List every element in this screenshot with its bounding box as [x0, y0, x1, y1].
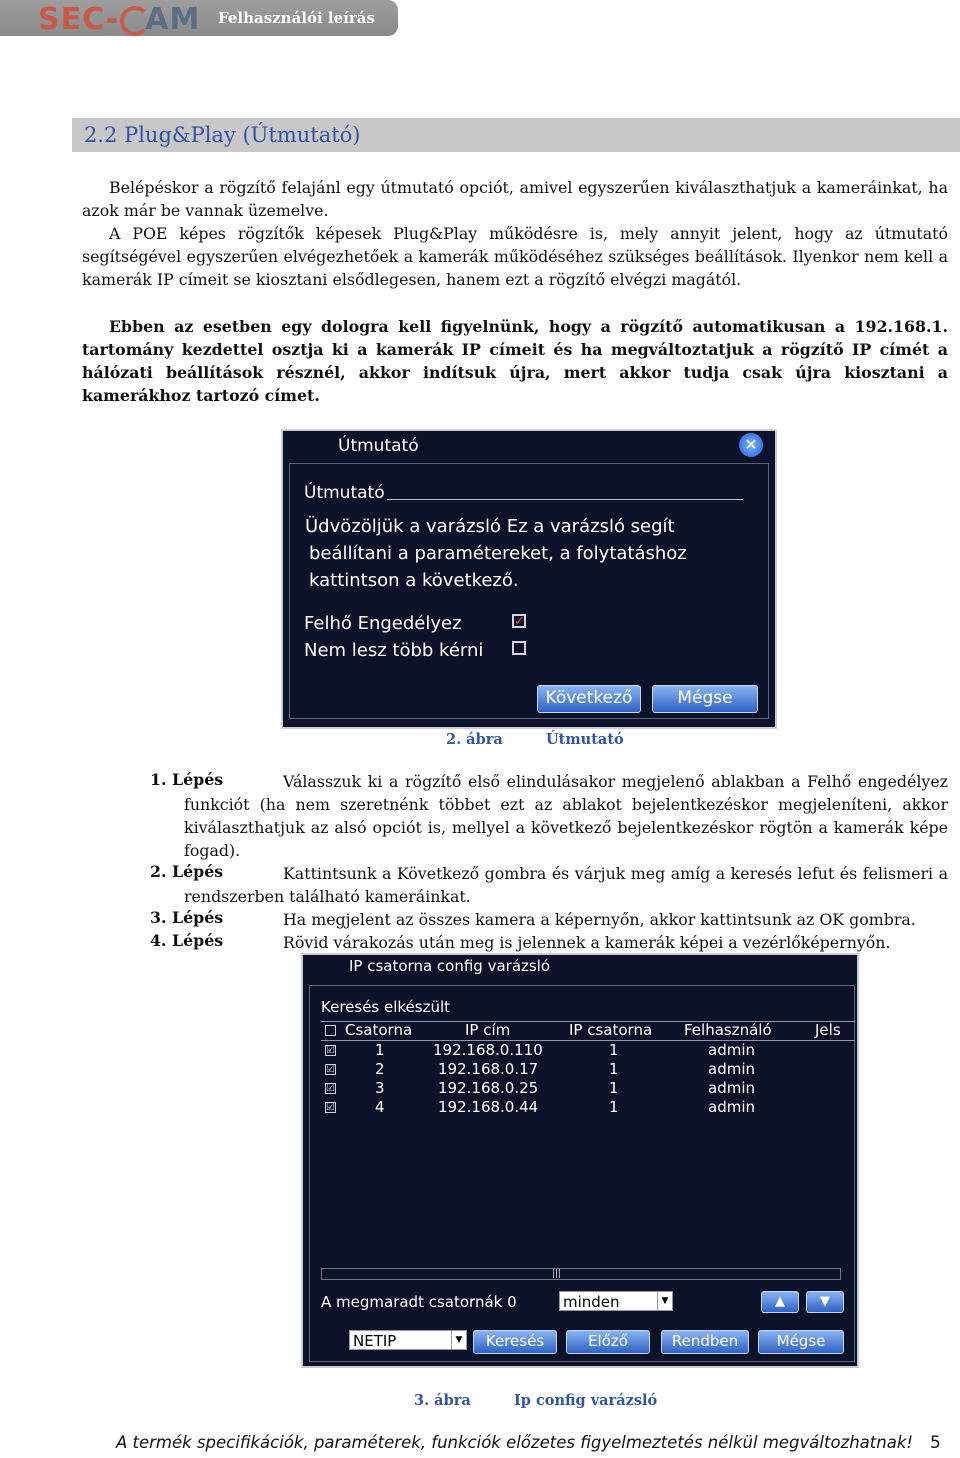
search-button[interactable]: Keresés	[473, 1330, 557, 1354]
logo-c-icon	[120, 6, 150, 36]
search-result-label: Keresés elkészült	[321, 998, 451, 1016]
cloud-enable-checkbox[interactable]: ✓	[514, 614, 525, 629]
column-header-ip-channel[interactable]: IP csatorna	[569, 1021, 653, 1039]
wizard-heading: Útmutató	[304, 483, 385, 503]
filter-select[interactable]	[559, 1291, 673, 1311]
section-title: 2.2 Plug&Play (Útmutató)	[84, 123, 361, 147]
table-cell: 1	[609, 1079, 619, 1097]
table-cell: admin	[708, 1060, 755, 1078]
table-cell: 192.168.0.44	[438, 1098, 539, 1116]
no-more-checkbox[interactable]	[512, 641, 526, 655]
previous-button[interactable]: Előző	[566, 1330, 650, 1354]
table-cell: 1	[609, 1060, 619, 1078]
figure2-number: 2. ábra	[446, 731, 503, 748]
logo-text-right: AM	[145, 2, 201, 37]
table-cell: 192.168.0.110	[433, 1041, 543, 1059]
figure2-caption: Útmutató	[546, 731, 624, 748]
divider	[387, 499, 743, 500]
step4-text: Rövid várakozás után meg is jelennek a kamerák képei a vezérlőképernyőn.	[283, 933, 891, 952]
table-header-line	[321, 1040, 855, 1041]
close-icon[interactable]: ✕	[739, 433, 763, 457]
paragraph-poe: A POE képes rögzítők képesek Plug&Play működésre is, mely annyit jelent, hogy az útmutató segítségével egyszerűen elvégezhetőek a kamerák működéséhez szükséges beállítások. Ilyenkor nem kell a kamerák IP címeit se kiosztani elsődlegesen, hanem ezt a rögzítő elvégzi magától.	[82, 224, 948, 289]
cloud-enable-label: Felhő Engedélyez	[304, 613, 462, 634]
column-header-user[interactable]: Felhasználó	[684, 1021, 772, 1039]
step1-number: 1. Lépés	[150, 770, 224, 789]
table-cell: admin	[708, 1098, 755, 1116]
table-cell: 1	[609, 1098, 619, 1116]
row-checkbox[interactable]: ☑	[326, 1102, 335, 1113]
wizard-window-title: Útmutató	[338, 436, 419, 456]
chevron-down-icon: ▼	[451, 1331, 466, 1349]
protocol-select[interactable]	[349, 1330, 467, 1350]
column-header-channel[interactable]: Csatorna	[345, 1021, 413, 1039]
column-header-ip[interactable]: IP cím	[465, 1021, 511, 1039]
step3-number: 3. Lépés	[150, 908, 224, 927]
row-checkbox[interactable]: ☑	[326, 1064, 335, 1075]
column-header-password[interactable]: Jels	[815, 1021, 841, 1039]
select-all-checkbox[interactable]	[325, 1025, 336, 1036]
step3-text: Ha megjelent az összes kamera a képernyőn, akkor kattintsunk az OK gombra.	[283, 910, 916, 929]
table-cell: 1	[375, 1041, 385, 1059]
step1-text: Válasszuk ki a rögzítő első elindulásakor megjelenő ablakban a Felhő engedélyez funkciót (ha nem szeretnénk többet ezt az ablakot bejelentkezéskor megjeleníteni, akkor kiválaszthatjuk az alsó opciót is, mellyel a következő bejelentkezéskor rögtön a kamerák képe fogad).	[184, 772, 948, 860]
table-cell: 192.168.0.25	[438, 1079, 539, 1097]
move-down-button[interactable]: ▼	[806, 1291, 844, 1313]
step2-text: Kattintsunk a Következő gombra és várjuk meg amíg a keresés lefut és felismeri a rendszerben található kameráinkat.	[184, 864, 948, 906]
wizard-welcome-line2: beállítani a paramétereket, a folytatáshoz	[309, 543, 687, 564]
header-title: Felhasználói leírás	[218, 9, 375, 27]
logo-text-left: SEC-	[38, 2, 120, 37]
table-cell: 192.168.0.17	[438, 1060, 539, 1078]
move-up-button[interactable]: ▲	[761, 1291, 799, 1313]
cancel-button[interactable]: Mégse	[758, 1330, 844, 1354]
table-cell: 3	[375, 1079, 385, 1097]
table-cell: admin	[708, 1041, 755, 1059]
row-checkbox[interactable]: ☑	[326, 1045, 335, 1056]
row-checkbox[interactable]: ☑	[326, 1083, 335, 1094]
figure3-number: 3. ábra	[414, 1392, 471, 1409]
next-button[interactable]: Következő	[537, 685, 641, 713]
ip-config-window-title: IP csatorna config varázsló	[349, 957, 551, 975]
table-cell: 4	[375, 1098, 385, 1116]
wizard-welcome-line3: kattintson a következő.	[309, 570, 519, 591]
table-cell: 1	[609, 1041, 619, 1059]
cancel-button[interactable]: Mégse	[652, 685, 758, 713]
ip-config-dialog-screenshot	[301, 953, 859, 1368]
filter-select-value: minden	[563, 1293, 620, 1311]
no-more-label: Nem lesz több kérni	[304, 640, 484, 661]
chevron-down-icon: ▼	[657, 1292, 672, 1310]
table-cell: 2	[375, 1060, 385, 1078]
footer-disclaimer: A termék specifikációk, paraméterek, funkciók előzetes figyelmeztetés nélkül megváltozhatnak!	[116, 1433, 913, 1452]
paragraph-warning: Ebben az esetben egy dologra kell figyelnünk, hogy a rögzítő automatikusan a 192.168.1. tartomány kezdettel osztja ki a kamerák IP címeit és ha megváltoztatjuk a rögzítő IP címét a hálózati beállítások résznél, akkor indítsuk újra, mert akkor tudja csak újra kiosztani a kamerákhoz tartozó címet.	[82, 317, 948, 405]
protocol-select-value: NETIP	[353, 1332, 397, 1350]
paragraph-intro: Belépéskor a rögzítő felajánl egy útmutató opciót, amivel egyszerűen kiválaszthatjuk a kameráinkat, ha azok már be vannak üzemelve.	[82, 178, 948, 220]
page-number: 5	[930, 1433, 941, 1453]
step2-number: 2. Lépés	[150, 862, 224, 881]
wizard-welcome-line1: Üdvözöljük a varázsló Ez a varázsló segít	[305, 516, 675, 537]
scroll-grip-icon[interactable]: |||	[552, 1269, 562, 1279]
remaining-channels-label: A megmaradt csatornák 0	[321, 1293, 517, 1311]
wizard-dialog-screenshot	[281, 429, 777, 729]
step4-number: 4. Lépés	[150, 931, 224, 950]
horizontal-scrollbar[interactable]	[321, 1268, 841, 1280]
figure3-caption: Ip config varázsló	[514, 1392, 658, 1409]
ok-button[interactable]: Rendben	[661, 1330, 749, 1354]
table-cell: admin	[708, 1079, 755, 1097]
